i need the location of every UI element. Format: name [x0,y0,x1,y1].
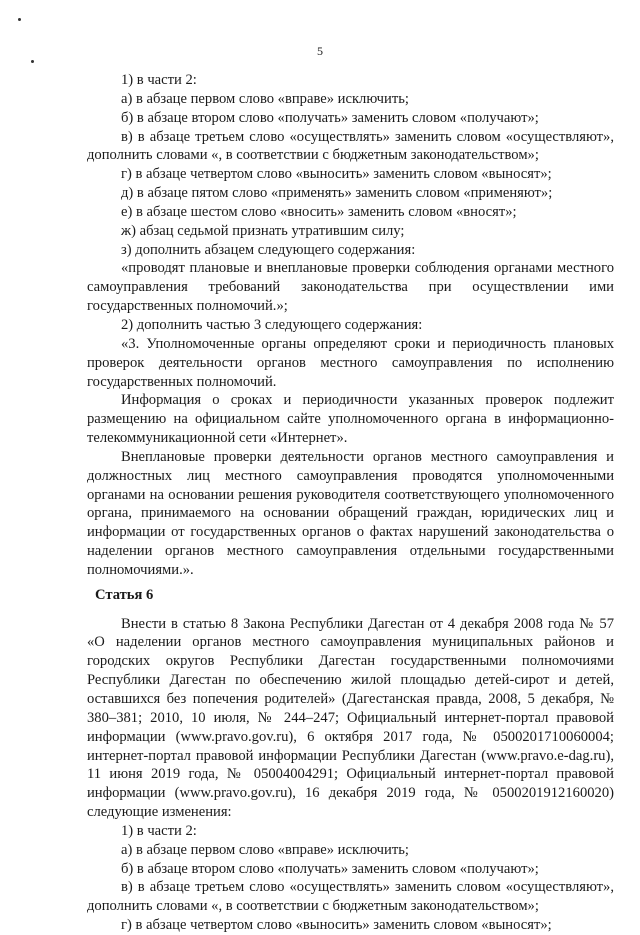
paragraph: «3. Уполномоченные органы определяют сроки и периодичность плановых проверок деятельности органов местного самоуправления по исполнению государственных полномочий. [87,335,614,390]
paragraph: в) в абзаце третьем слово «осуществлять» заменить словом «осуществляют», дополнить словами «, в соответствии с бюджетным законодательством»; [87,128,614,164]
document-body [87,71,614,935]
paragraph: Внести в статью 8 Закона Республики Дагестан от 4 декабря 2008 года № 57 «О наделении органов местного самоуправления муниципальных районов и городских округов Республики Дагестан государственными полномочиями Республики Дагестан по обеспечению жилой площадью детей-сирот и детей, оставшихся без попечения родителей» (Дагестанская правда, 2008, 5 декабря, № 380–381; 2010, 10 июля, № 244–247; Официальный интернет-портал правовой информации (www.pravo.gov.ru), 6 октября 2017 года, № 0500201710060004; интернет-портал правовой информации Республики Дагестан (www.pravo.e-dag.ru), 11 июня 2019 года, № 05004004291; Официальный интернет-портал правовой информации (www.pravo.gov.ru), 16 декабря 2019 года, № 0500201912160020) следующие изменения: [87,615,614,821]
paragraph: е) в абзаце шестом слово «вносить» заменить словом «вносят»; [121,203,517,220]
article-heading: Статья 6 [95,586,154,603]
page-number: 5 [317,44,323,58]
paragraph: а) в абзаце первом слово «вправе» исключить; [121,841,409,858]
paragraph: а) в абзаце первом слово «вправе» исключить; [121,90,409,107]
paragraph: б) в абзаце втором слово «получать» заменить словом «получают»; [121,109,539,126]
scan-speck [18,18,21,21]
paragraph: з) дополнить абзацем следующего содержания: [121,241,416,258]
paragraph: б) в абзаце втором слово «получать» заменить словом «получают»; [121,860,539,877]
paragraph: 2) дополнить частью 3 следующего содержания: [121,316,423,333]
paragraph: в) в абзаце третьем слово «осуществлять» заменить словом «осуществляют», дополнить словами «, в соответствии с бюджетным законодательством»; [87,879,614,915]
paragraph: д) в абзаце пятом слово «применять» заменить словом «применяют»; [121,185,553,202]
paragraph: г) в абзаце четвертом слово «выносить» заменить словом «выносят»; [121,917,552,934]
paragraph: Информация о сроках и периодичности указанных проверок подлежит размещению на официальном сайте уполномоченного органа в информационно-телекоммуникационной сети «Интернет». [87,392,614,447]
paragraph: Внеплановые проверки деятельности органов местного самоуправления и должностных лиц местного самоуправления проводятся уполномоченными органами на основании решения руководителя соответствующего уполномоченного органа, принимаемого на основании обращений граждан, юридических лиц и информации от государственных органов о фактах нарушений законодательства о наделении органов местного самоуправления отдельными государственными полномочиями.». [87,448,614,578]
scan-speck [31,60,34,63]
paragraph: 1) в части 2: [121,72,197,88]
paragraph: 1) в части 2: [121,822,197,839]
paragraph: г) в абзаце четвертом слово «выносить» заменить словом «выносят»; [121,166,552,183]
paragraph: «проводят плановые и внеплановые проверки соблюдения органами местного самоуправления требований законодательства при осуществлении ими государственных полномочий.»; [87,260,614,315]
paragraph: ж) абзац седьмой признать утратившим силу; [121,222,405,239]
